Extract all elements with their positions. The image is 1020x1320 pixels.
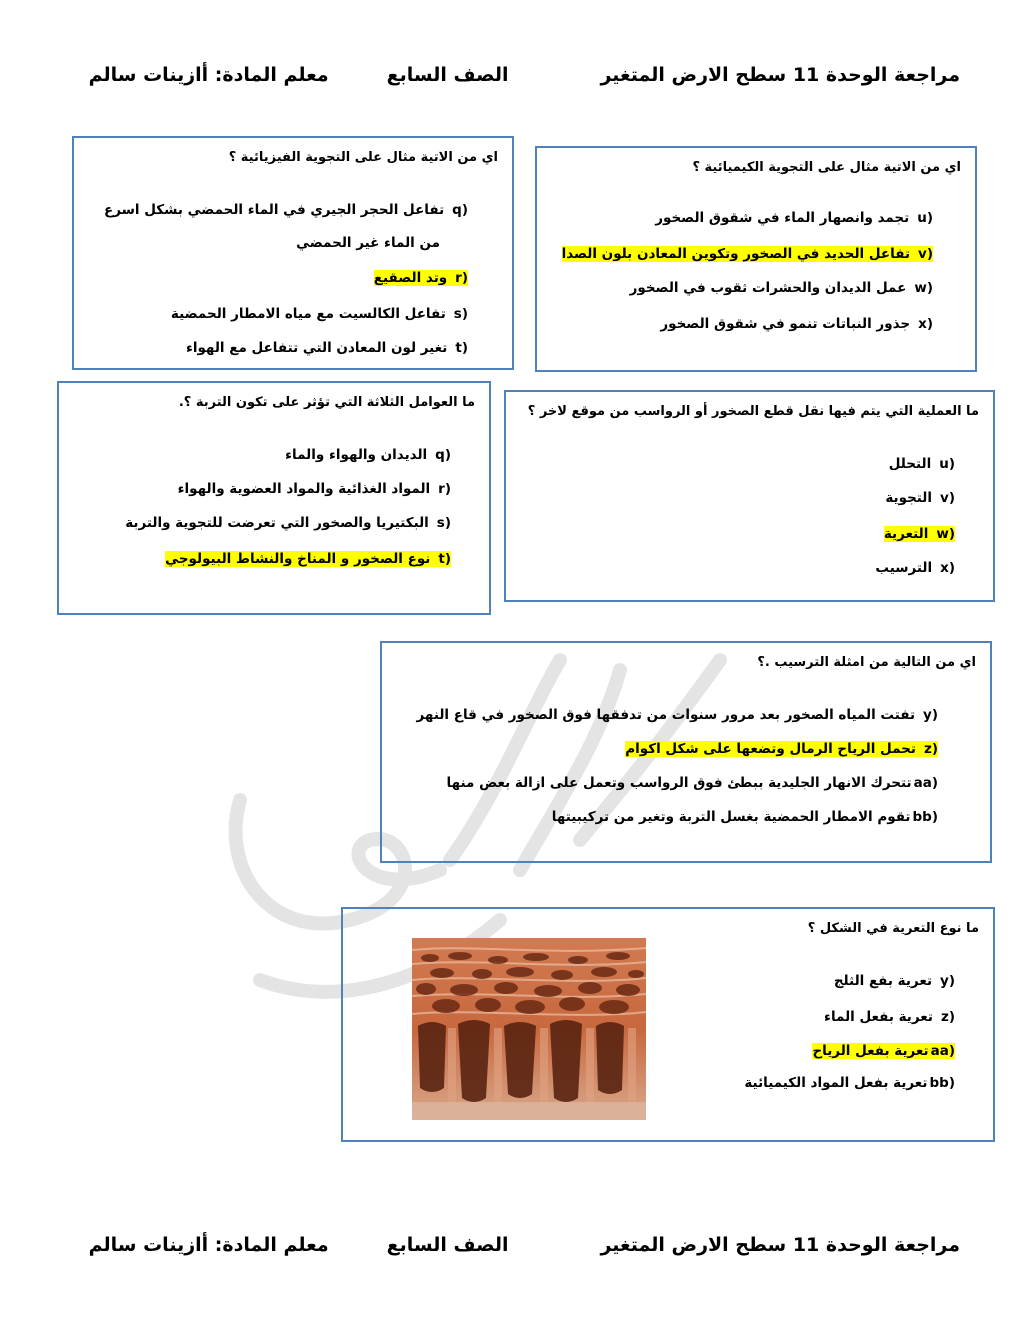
option-bb[interactable]: bb)تعرية بفعل المواد الكيميائية — [744, 1075, 955, 1091]
option-w[interactable]: w)عمل الديدان والحشرات ثقوب في الصخور — [629, 280, 933, 296]
wind-erosion-rock-image — [412, 938, 646, 1120]
option-r[interactable]: r)وتد الصقيع — [373, 270, 468, 286]
option-aa[interactable]: aa)تتحرك الانهار الجليدية ببطئ فوق الرواسب وتعمل على ازالة بعض منها — [446, 775, 938, 791]
footer-title: مراجعة الوحدة 11 سطح الارض المتغير — [600, 1234, 960, 1256]
option-bb[interactable]: bb)تقوم الامطار الحمضية بغسل التربة وتغير من تركيبيتها — [551, 809, 938, 825]
option-u[interactable]: u)التحلل — [888, 456, 955, 472]
option-t[interactable]: t)تغير لون المعادن التي تتفاعل مع الهواء — [185, 340, 468, 356]
question-text: ما نوع التعرية في الشكل ؟ — [807, 921, 979, 936]
option-r[interactable]: r)المواد الغذائية والمواد العضوية والهواء — [177, 481, 451, 497]
option-x[interactable]: x)جذور النباتات تنمو في شقوق الصخور — [660, 316, 933, 332]
question-text: ما العملية التي يتم فيها نقل قطع الصخور أو الرواسب من موقع لاخر ؟ — [527, 404, 979, 419]
page-footer — [88, 1228, 960, 1262]
option-w[interactable]: w)التعرية — [883, 526, 955, 542]
header-grade: الصف السابع — [386, 64, 509, 86]
option-z[interactable]: z)تعرية بفعل الماء — [824, 1009, 955, 1025]
option-x[interactable]: x)الترسيب — [875, 560, 955, 576]
option-s[interactable]: s)تفاعل الكالسيت مع مياه الامطار الحمضية — [170, 306, 468, 322]
question-text: اي من الاتية مثال على التجوية الفيزيائية ؟ — [228, 150, 498, 165]
option-q[interactable]: q)تفاعل الحجر الجيري في الماء الحمضي بشكل اسرع — [103, 202, 468, 218]
option-aa[interactable]: aa)تعرية بفعل الرياح — [812, 1043, 955, 1059]
question-physical-weathering — [72, 136, 514, 370]
question-soil-factors — [57, 381, 491, 615]
question-text: ما العوامل الثلاثة التي تؤثر على تكون التربة ؟. — [178, 395, 475, 410]
question-chemical-weathering — [535, 146, 977, 372]
header-teacher: معلم المادة: أازينات سالم — [88, 64, 329, 86]
option-t[interactable]: t)نوع الصخور و المناخ والنشاط البيولوجي — [165, 551, 451, 567]
option-z[interactable]: z)تحمل الرياح الرمال وتضعها على شكل اكوام — [625, 741, 938, 757]
question-transport — [504, 390, 995, 602]
question-deposition — [380, 641, 992, 863]
option-q[interactable]: q)الديدان والهواء والماء — [285, 447, 451, 463]
question-text: اي من التالية من امثلة الترسيب .؟ — [757, 655, 976, 670]
footer-teacher: معلم المادة: أازينات سالم — [88, 1234, 329, 1256]
page-header — [88, 58, 960, 92]
option-v[interactable]: v)تفاعل الحديد في الصخور وتكوين المعادن بلون الصدا — [561, 246, 933, 262]
footer-grade: الصف السابع — [386, 1234, 509, 1256]
header-title: مراجعة الوحدة 11 سطح الارض المتغير — [600, 64, 960, 86]
option-v[interactable]: v)التجوية — [885, 490, 955, 506]
option-s[interactable]: s)البكتيريا والصخور التي تعرضت للتجوية والتربة — [125, 515, 451, 531]
option-y[interactable]: y)تفتت المياه الصخور بعد مرور سنوات من تدفقها فوق الصخور في قاع النهر — [416, 707, 938, 723]
option-q-continued: من الماء غير الحمضي — [296, 235, 440, 251]
question-text: اي من الاتية مثال على التجوية الكيميائية ؟ — [692, 160, 961, 175]
option-u[interactable]: u)تجمد وانصهار الماء في شقوق الصخور — [655, 210, 933, 226]
option-y[interactable]: y)تعرية بفع الثلج — [833, 973, 955, 989]
